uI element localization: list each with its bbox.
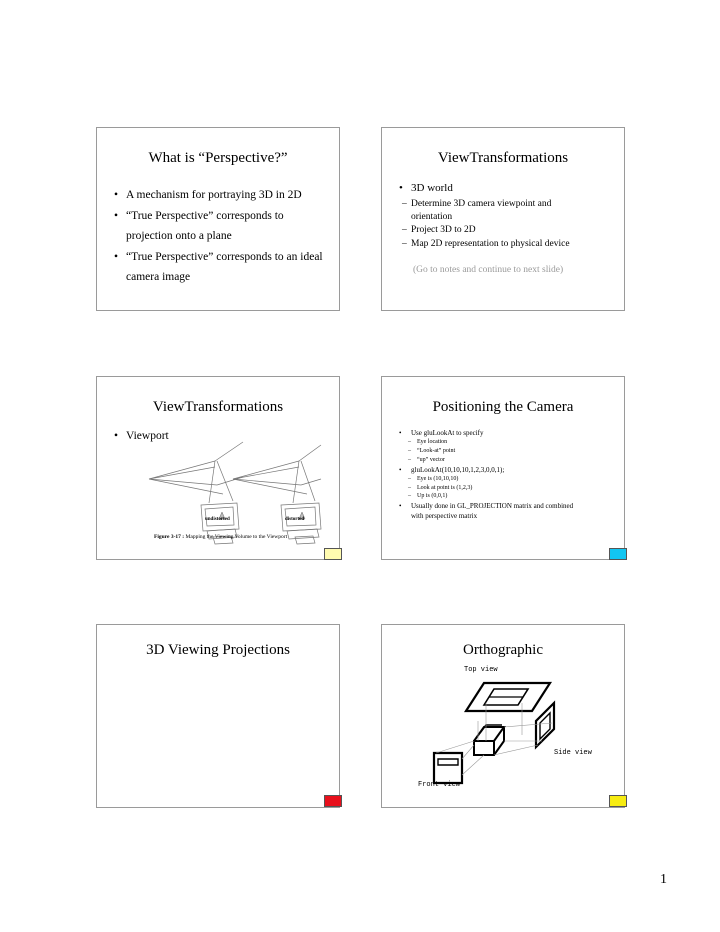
slide-view-transformations-1 [381,127,625,311]
slide-what-is-perspective [96,127,340,311]
sub-bullet-item: – Project 3D to 2D [411,224,570,237]
side-view-plane [536,703,554,747]
sub-bullet-item: – Up is (0,0,1) [417,492,573,501]
slide-title: ViewTransformations [152,399,284,415]
bullet-item: projection onto a plane [126,230,232,242]
sub-bullet-item: – Eye location [417,438,573,447]
top-view-label: Top view [464,666,498,674]
slide-view-transformations-2 [96,376,340,560]
figure-caption-text: Mapping the Viewing Volume to the Viewport [185,534,288,540]
slide-orthographic [381,624,625,808]
figure-caption-number: Figure 3-17 : [154,534,185,540]
front-view-inner [438,759,458,765]
slide-3d-viewing-projections [96,624,340,808]
bullet-item: • “True Perspective” corresponds to an ideal [126,247,323,268]
side-view-label: Side view [554,749,592,757]
page-number: 1 [660,872,667,887]
sub-bullet-item: orientation [411,212,453,223]
slide-title: Positioning the Camera [432,399,574,415]
slide-color-marker [609,795,627,807]
distorted-camera-diagram [233,445,321,544]
front-view-label: Front view [418,781,461,789]
slide-color-marker [324,548,342,560]
bullet-item: • Usually done in GL_PROJECTION matrix and combined [411,501,573,511]
sub-bullet-item: – Look at point is (1,2,3) [417,484,573,493]
figure-caption [154,534,287,540]
undistorted-camera-diagram [149,442,243,544]
bullet-item: camera image [126,271,191,283]
bullet-item: • Use gluLookAt to specify [411,428,573,438]
front-view-plane [434,753,462,783]
slide-title: ViewTransformations [437,150,569,166]
bullet-item: • “True Perspective” corresponds to [126,206,323,227]
slide-title: 3D Viewing Projections [146,642,290,658]
bullet-item: • Viewport [126,430,169,442]
slide-note: (Go to notes and continue to next slide) [413,265,564,275]
bullet-item: • A mechanism for portraying 3D in 2D [126,185,323,206]
slide-positioning-camera [381,376,625,560]
sub-bullet-list [411,198,570,251]
slide-color-marker [609,548,627,560]
sub-bullet-item: – Map 2D representation to physical device [411,238,570,251]
slide-color-marker [324,795,342,807]
slide-title: Orthographic [463,642,543,658]
bullet-item: • gluLookAt(10,10,10,1,2,3,0,0,1); [411,465,573,475]
bullet-list [411,428,573,522]
bullet-item: with perspective matrix [411,512,478,521]
bullet-list [411,182,453,194]
bullet-list [126,185,323,288]
slide-title: What is “Perspective?” [148,150,288,166]
figure-label-undistorted: undistorted [205,517,230,522]
orthographic-figure [422,663,612,793]
figure-label-distorted: distorted [285,517,305,522]
sub-bullet-item: – Eye is (10,10,10) [417,475,573,484]
bullet-item: • 3D world [411,182,453,194]
object-box [474,741,494,755]
sub-bullet-item: – “Look-at” point [417,447,573,456]
sub-bullet-item: – Determine 3D camera viewpoint and [411,198,570,211]
sub-bullet-item: – “up” vector [417,456,573,465]
